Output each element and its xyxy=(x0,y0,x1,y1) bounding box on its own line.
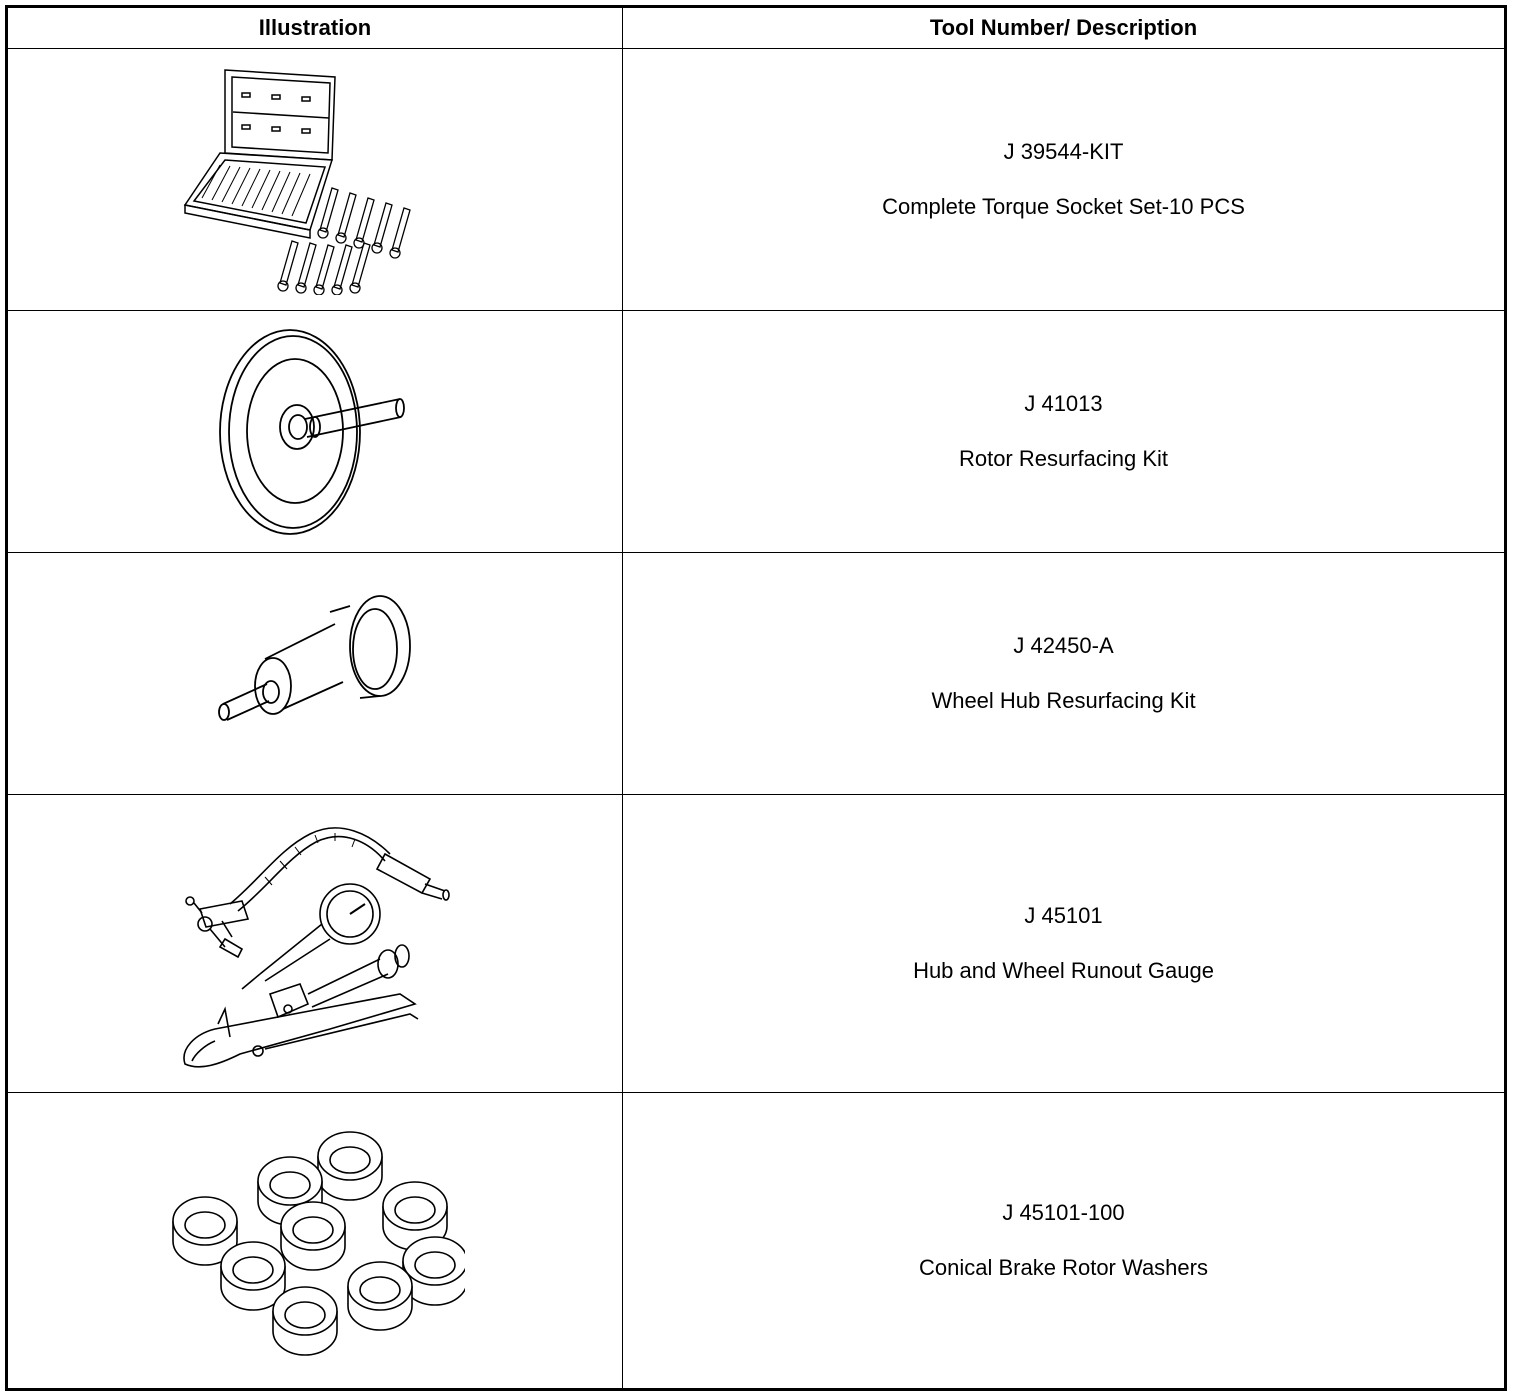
tool-number: J 45101-100 xyxy=(1002,1200,1125,1225)
tool-table xyxy=(5,5,1507,1391)
tool-number: J 42450-A xyxy=(1013,633,1114,658)
description-cell xyxy=(623,311,1504,552)
table-row xyxy=(8,1093,1504,1388)
table-row xyxy=(8,311,1504,553)
table-row xyxy=(8,553,1504,795)
tool-description: Hub and Wheel Runout Gauge xyxy=(913,958,1214,983)
tool-description: Wheel Hub Resurfacing Kit xyxy=(931,688,1196,713)
header-illustration: Illustration xyxy=(8,8,623,48)
washer-ring xyxy=(281,1202,345,1270)
description-cell xyxy=(623,795,1504,1092)
table-header-row xyxy=(8,8,1504,49)
tool-number: J 39544-KIT xyxy=(1003,139,1124,164)
wheel-hub-resurfacing-kit-icon xyxy=(205,594,425,754)
tool-number: J 41013 xyxy=(1024,391,1103,416)
tool-description: Complete Torque Socket Set-10 PCS xyxy=(882,194,1245,219)
torque-socket-set-icon xyxy=(180,65,450,295)
header-tool-number-description: Tool Number/ Description xyxy=(929,15,1198,40)
washer-ring xyxy=(348,1262,412,1330)
washer-ring xyxy=(221,1242,285,1310)
illustration-cell xyxy=(8,311,623,552)
description-cell xyxy=(623,1093,1504,1388)
washer-ring xyxy=(318,1132,382,1200)
illustration-cell xyxy=(8,1093,623,1388)
description-cell xyxy=(623,49,1504,310)
description-cell xyxy=(623,553,1504,794)
rotor-washers-icon xyxy=(165,1126,465,1356)
runout-gauge-icon xyxy=(170,809,460,1079)
tool-description: Rotor Resurfacing Kit xyxy=(958,446,1169,471)
table-row xyxy=(8,49,1504,311)
tool-number: J 45101 xyxy=(1024,903,1103,928)
washer-ring xyxy=(273,1287,337,1355)
table-row xyxy=(8,795,1504,1093)
rotor-resurfacing-kit-icon xyxy=(215,327,415,537)
illustration-cell xyxy=(8,795,623,1092)
tool-description: Conical Brake Rotor Washers xyxy=(919,1255,1208,1280)
illustration-cell xyxy=(8,49,623,310)
illustration-cell xyxy=(8,553,623,794)
